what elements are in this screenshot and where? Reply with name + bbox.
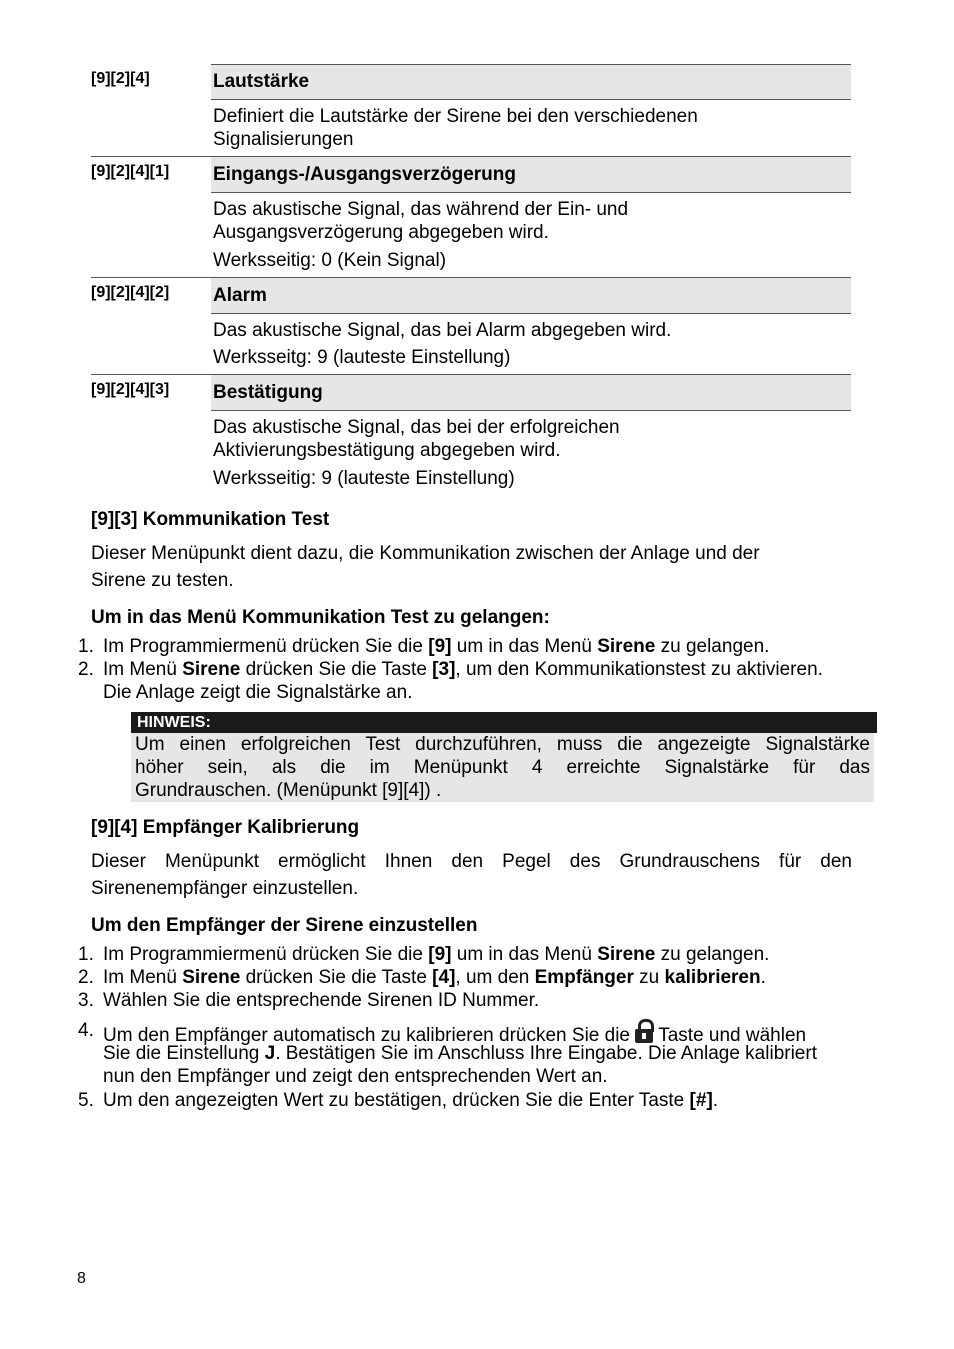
list-text: Im Menü Sirene drücken Sie die Taste [3], um den Kommunikationstest zu aktivieren. [103, 659, 823, 680]
paragraph-line: Sirene zu testen. [91, 570, 234, 591]
row-default: Werksseitig: 9 (lauteste Einstellung) [213, 468, 515, 489]
list-number: 2. [78, 659, 94, 680]
paragraph-line: Sirenenempfänger einzustellen. [91, 878, 359, 899]
list-number: 4. [78, 1020, 94, 1041]
lock-icon [635, 1019, 653, 1043]
description-line: Das akustische Signal, das während der Ein- und [213, 199, 629, 220]
page-number: 8 [77, 1270, 86, 1287]
note-body [131, 733, 874, 802]
list-number: 5. [78, 1090, 94, 1111]
section-paragraph [91, 848, 852, 902]
section-subtitle: Um den Empfänger der Sirene einzustellen [91, 915, 478, 936]
row-description [213, 105, 698, 151]
row-title: Lautstärke [211, 64, 851, 100]
list-text: Im Menü Sirene drücken Sie die Taste [4], um den Empfänger zu kalibrieren. [103, 967, 766, 988]
list-text: Im Programmiermenü drücken Sie die [9] um in das Menü Sirene zu gelangen. [103, 636, 770, 657]
row-code: [9][2][4][3] [91, 381, 170, 398]
row-description [213, 416, 620, 462]
note-line: Grundrauschen. (Menüpunkt [9][4]) . [135, 780, 442, 801]
description-line: Aktivierungsbestätigung abgegeben wird. [213, 440, 561, 461]
note-line: Um einen erfolgreichen Test durchzuführen, muss die angezeigte Signalstärke [135, 734, 870, 755]
list-text: Um den Empfänger automatisch zu kalibrieren drücken Sie die Taste und wählen [103, 1019, 806, 1047]
row-default: Werksseitig: 0 (Kein Signal) [213, 250, 447, 271]
note-label: HINWEIS: [131, 712, 877, 733]
list-number: 1. [78, 636, 94, 657]
list-item [78, 966, 898, 989]
section-subtitle: Um in das Menü Kommunikation Test zu gelangen: [91, 607, 550, 628]
list-item [78, 1089, 898, 1112]
description-line: Ausgangsverzögerung abgegeben wird. [213, 222, 549, 243]
row-code: [9][2][4][1] [91, 163, 170, 180]
list-text: Im Programmiermenü drücken Sie die [9] um in das Menü Sirene zu gelangen. [103, 944, 770, 965]
description-line: Signalisierungen [213, 129, 354, 150]
list-text-continued: nun den Empfänger und zeigt den entsprechenden Wert an. [103, 1066, 608, 1087]
paragraph-line: Dieser Menüpunkt dient dazu, die Kommunikation zwischen der Anlage und der [91, 543, 760, 564]
row-title: Bestätigung [211, 374, 851, 411]
row-title: Alarm [211, 277, 851, 314]
list-text: Wählen Sie die entsprechende Sirenen ID Nummer. [103, 990, 540, 1011]
list-item [78, 989, 898, 1012]
note-line: höher sein, als die im Menüpunkt 4 erreichte Signalstärke für das [135, 757, 870, 778]
list-text-continued: Die Anlage zeigt die Signalstärke an. [103, 682, 413, 703]
row-description [213, 198, 628, 244]
list-text: Um den angezeigten Wert zu bestätigen, drücken Sie die Enter Taste [#]. [103, 1090, 719, 1111]
list-number: 1. [78, 944, 94, 965]
row-code: [9][2][4][2] [91, 284, 170, 301]
row-title: Eingangs-/Ausgangsverzögerung [211, 156, 851, 193]
list-item [78, 658, 938, 704]
section-title: [9][3] Kommunikation Test [91, 509, 330, 530]
description-line: Das akustische Signal, das bei der erfolgreichen [213, 417, 620, 438]
list-item [78, 943, 898, 966]
list-number: 3. [78, 990, 94, 1011]
description-line: Definiert die Lautstärke der Sirene bei den verschiedenen [213, 106, 698, 127]
list-text-continued: Sie die Einstellung J. Bestätigen Sie im Anschluss Ihre Eingabe. Die Anlage kalibriert [103, 1043, 817, 1064]
row-default: Werksseitg: 9 (lauteste Einstellung) [213, 347, 511, 368]
list-number: 2. [78, 967, 94, 988]
list-item [78, 635, 898, 658]
paragraph-line: Dieser Menüpunkt ermöglicht Ihnen den Pegel des Grundrauschens für den [91, 851, 852, 872]
list-item [78, 1019, 938, 1088]
row-description: Das akustische Signal, das bei Alarm abgegeben wird. [213, 320, 672, 341]
section-title: [9][4] Empfänger Kalibrierung [91, 817, 360, 838]
row-code: [9][2][4] [91, 70, 150, 87]
section-paragraph [91, 540, 760, 594]
